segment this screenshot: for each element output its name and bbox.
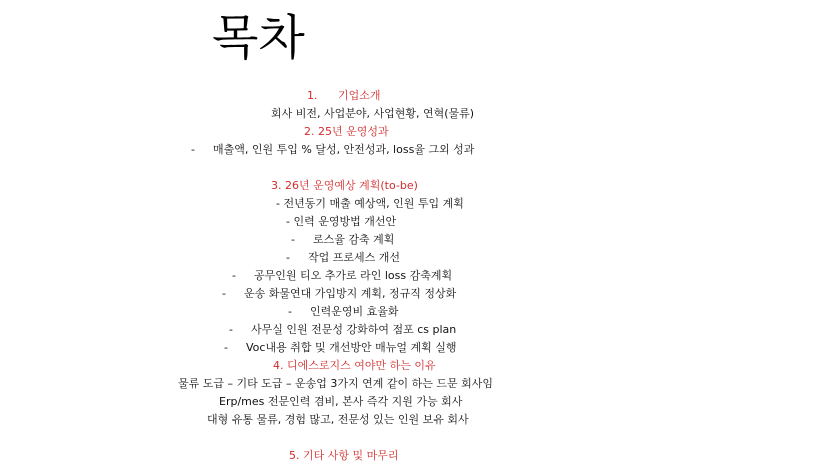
section-3-title: 3. 26년 운영예상 계획(to-be) — [271, 179, 418, 192]
section-1-subitem: 회사 비전, 사업분야, 사업현황, 연혁(물류) — [271, 107, 475, 120]
section-3-item-5-bullet: - — [232, 269, 236, 282]
section-4-item-3: 대형 유통 물류, 경험 많고, 전문성 있는 인원 보유 회사 — [207, 413, 469, 426]
section-3-item-5: 공무인원 티오 추가로 라인 loss 감축계획 — [254, 269, 453, 282]
section-3-item-7-bullet: - — [288, 305, 292, 318]
section-2-subitem: 매출액, 인원 투입 % 달성, 안전성과, loss율 그외 성과 — [213, 143, 475, 156]
section-3-item-3-bullet: - — [291, 233, 295, 246]
section-4-item-1: 물류 도급 – 기타 도급 – 운송업 3가지 연계 같이 하는 드문 회사임 — [178, 377, 493, 390]
section-3-item-9: Voc내용 취합 및 개선방안 매뉴얼 계획 실행 — [246, 341, 457, 354]
page-title: 목차 — [212, 10, 305, 66]
section-3-item-6-bullet: - — [222, 287, 226, 300]
section-3-item-8: 사무실 인원 전문성 강화하여 점포 cs plan — [251, 323, 457, 336]
section-3-item-9-bullet: - — [224, 341, 228, 354]
section-3-item-1: - 전년동기 매출 예상액, 인원 투입 계획 — [276, 197, 464, 210]
section-1-number: 1. — [307, 89, 318, 102]
section-3-item-4-bullet: - — [286, 251, 290, 264]
section-5-title: 5. 기타 사항 및 마무리 — [289, 449, 399, 462]
section-3-item-3: 로스율 감축 계획 — [313, 233, 395, 246]
section-3-item-6: 운송 화물연대 가입방지 계획, 정규직 정상화 — [244, 287, 457, 300]
section-3-item-4: 작업 프로세스 개선 — [308, 251, 401, 264]
section-3-item-7: 인력운영비 효율화 — [310, 305, 399, 318]
section-2-title: 2. 25년 운영성과 — [304, 125, 389, 138]
section-1-title: 기업소개 — [338, 89, 381, 102]
section-4-item-2: Erp/mes 전문인력 겸비, 본사 즉각 지원 가능 회사 — [219, 395, 463, 408]
section-3-item-2: - 인력 운영방법 개선안 — [286, 215, 397, 228]
section-4-title: 4. 디에스로지스 여야만 하는 이유 — [273, 359, 436, 372]
section-3-item-8-bullet: - — [229, 323, 233, 336]
section-2-bullet: - — [191, 143, 195, 156]
